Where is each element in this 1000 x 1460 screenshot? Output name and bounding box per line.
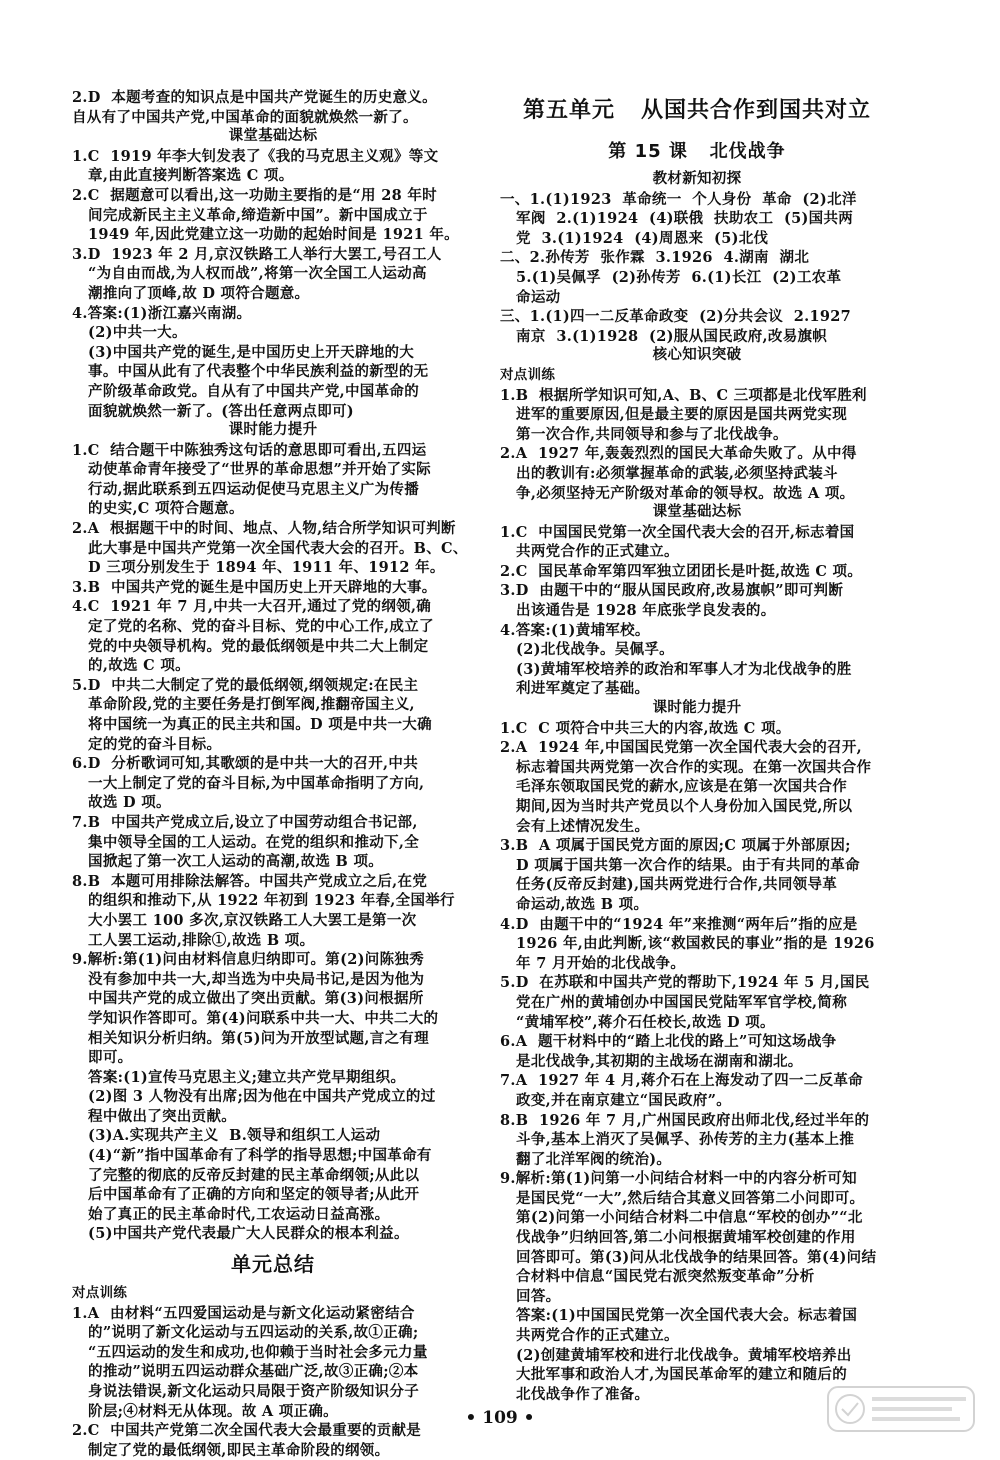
text-line: 翻了北洋军阀的统治)。	[500, 1150, 672, 1168]
text-line: 7.A 1927 年 4 月,蒋介石在上海发动了四一二反革命	[500, 1072, 863, 1090]
text-line: 6.A 题干材料中的“踏上北伐的路上”可知这场战争	[500, 1033, 837, 1051]
text-line: 大批军事和政治人才,为国民革命军的建立和随后的	[500, 1366, 847, 1384]
text-line: 1.C 1919 年李大钊发表了《我的马克思主义观》等文	[72, 147, 439, 165]
text-line: 二、2.孙传芳 张作霖 3.1926 4.湖南 湖北	[500, 249, 810, 267]
text-line: 一、1.(1)1923 革命统一 个人身份 革命 (2)北洋	[500, 190, 857, 208]
text-line: 程中做出了突出贡献。	[72, 1107, 237, 1125]
text-line: 革命阶段,党的主要任务是打倒军阀,推翻帝国主义,	[72, 696, 415, 714]
text-line: 定的党的奋斗目标。	[72, 735, 222, 753]
text-line: 共两党合作的正式建立。	[500, 1327, 679, 1345]
text-line: 故选 D 项。	[72, 794, 171, 812]
text-line: 产阶级革命政党。自从有了中国共产党,中国革命的	[72, 382, 419, 400]
text-line: 了完整的彻底的反帝反封建的民主革命纲领;从此以	[72, 1166, 420, 1184]
text-line: 命运动	[500, 288, 561, 306]
text-line: “五四运动的发生和成功,也仰赖于当时社会多元力量	[72, 1343, 428, 1361]
text-line: 潮推向了顶峰,故 D 项符合题意。	[72, 284, 310, 302]
text-line: 北伐战争作了准备。	[500, 1385, 650, 1403]
text-line: 制定了党的最低纲领,即民主革命阶段的纲领。	[72, 1441, 390, 1459]
text-line: 8.B 1926 年 7 月,广州国民政府出师北伐,经过半年的	[500, 1111, 870, 1129]
text-line: 工人罢工运动,排除①,故选 B 项。	[72, 931, 315, 949]
text-line: (2)中共一大。	[72, 324, 187, 342]
text-line: 是北伐战争,其初期的主战场在湖南和湖北。	[500, 1052, 803, 1070]
text-line: 共两党合作的正式建立。	[500, 543, 679, 561]
text-line: 3.D 由题干中的“服从国民政府,改易旗帜”即可判断	[500, 582, 844, 600]
text-line: 9.解析:第(1)问由材料信息归纳即可。第(2)问陈独秀	[72, 951, 425, 969]
text-line: 学知识作答即可。第(4)问联系中共一大、中共二大的	[72, 1009, 439, 1027]
text-line: 进军的重要原因,但是最主要的原因是国共两党实现	[500, 406, 847, 424]
text-line: 3.D 1923 年 2 月,京汉铁路工人举行大罢工,号召工人	[72, 245, 442, 263]
section-heading: 课堂基础达标	[228, 128, 318, 145]
text-line: 身说法错误,新文化运动只局限于资产阶级知识分子	[72, 1383, 419, 1400]
text-line: 定了党的名称、党的奋斗目标、党的中心工作,成立了	[72, 618, 434, 636]
text-line: 3.B 中国共产党的诞生是中国历史上开天辟地的大事。	[72, 578, 437, 596]
text-line: 的”说明了新文化运动与五四运动的关系,故①正确;	[72, 1324, 419, 1342]
text-line: 会有上述情况发生。	[500, 817, 650, 835]
text-line: 大小罢工 100 多次,京汉铁路工人大罢工是第一次	[72, 911, 417, 929]
text-line: 4.答案:(1)浙江嘉兴南湖。	[72, 304, 252, 322]
text-line: 事。中国从此有了代表整个中华民族利益的新型的无	[72, 363, 429, 381]
text-line: 将中国统一为真正的民主共和国。D 项是中共一大确	[72, 716, 432, 733]
text-line: 中国共产党的成立做出了突出贡献。第(3)问根据所	[72, 990, 424, 1008]
text-line: 政变,并在南京建立“国民政府”。	[500, 1091, 732, 1109]
section-heading: 课堂基础达标	[652, 504, 742, 521]
text-line: 1.C 中国国民党第一次全国代表大会的召开,标志着国	[500, 523, 855, 541]
text-line: 党 3.(1)1924 (4)周恩来 (5)北伐	[500, 229, 769, 247]
text-line: 章,由此直接判断答案选 C 项。	[72, 167, 294, 185]
page-number: • 109 •	[465, 1408, 535, 1428]
text-line: 争,必须坚持无产阶级对革命的领导权。故选 A 项。	[500, 484, 855, 502]
text-line: 2.A 根据题干中的时间、地点、人物,结合所学知识可判断	[72, 520, 456, 538]
watermark-logo	[826, 1383, 976, 1435]
text-line: 2.C 中国共产党第二次全国代表大会最重要的贡献是	[72, 1422, 422, 1440]
text-line: 5.D 中共二大制定了党的最低纲领,纲领规定:在民主	[72, 676, 419, 694]
text-line: 回答即可。第(3)问从北伐战争的结果回答。第(4)问结	[500, 1248, 877, 1266]
text-line: 党的中央领导机构。党的最低纲领是中共二大上制定	[72, 637, 429, 655]
section-title: 单元总结	[231, 1252, 315, 1277]
text-line: (3)黄埔军校培养的政治和军事人才为北伐战争的胜	[500, 660, 852, 678]
text-line: 动使革命青年接受了“世界的革命思想”并开始了实际	[72, 461, 431, 479]
subsection-heading: 对点训练	[500, 366, 556, 383]
lesson-title: 第 15 课 北伐战争	[608, 141, 786, 162]
text-line: 回答。	[500, 1287, 561, 1305]
text-line: D 三项分别发生于 1894 年、1911 年、1912 年。	[72, 559, 445, 577]
text-line: 1.C 结合题干中陈独秀这句话的意思即可看出,五四运	[72, 441, 427, 459]
text-line: “为自由而战,为人权而战”,将第一次全国工人运动高	[72, 265, 427, 283]
text-line: 后中国革命有了正确的方向和坚定的领导者;从此开	[72, 1186, 420, 1204]
text-line: 2.A 1927 年,轰轰烈烈的国民大革命失败了。从中得	[500, 445, 857, 463]
subsection-heading: 对点训练	[72, 1285, 128, 1302]
text-line: 第(2)问第一小问结合材料二中信息“军校的创办”“北	[500, 1209, 863, 1227]
text-line: 答案:(1)中国国民党第一次全国代表大会。标志着国	[500, 1307, 858, 1325]
text-line: (4)“新”指中国革命有了科学的指导思想;中国革命有	[72, 1147, 432, 1165]
text-line: 即可。	[72, 1049, 133, 1067]
text-line: 4.答案:(1)黄埔军校。	[500, 621, 650, 639]
text-line: 7.B 中国共产党成立后,设立了中国劳动组合书记部,	[72, 813, 418, 831]
text-line: 4.C 1921 年 7 月,中共一大召开,通过了党的纲领,确	[72, 598, 432, 616]
left-column	[72, 88, 474, 1460]
right-column	[500, 88, 894, 1404]
text-line: 的史实,C 项符合题意。	[72, 500, 244, 518]
text-line: 行动,据此联系到五四运动促使马克思主义广为传播	[72, 480, 419, 498]
text-line: 国掀起了第一次工人运动的高潮,故选 B 项。	[72, 853, 384, 871]
text-line: 阶层;④材料无从体现。故 A 项正确。	[72, 1402, 338, 1420]
text-line: 的,故选 C 项。	[72, 657, 190, 675]
text-line: 2.D 本题考查的知识点是中国共产党诞生的历史意义。	[72, 89, 437, 106]
text-line: 间完成新民主主义革命,缔造新中国”。新中国成立于	[72, 206, 428, 224]
section-heading: 教材新知初探	[652, 171, 742, 187]
unit-title: 第五单元 从国共合作到国共对立	[523, 98, 871, 123]
text-line: 一大上制定了党的奋斗目标,为中国革命指明了方向,	[72, 774, 425, 792]
text-line: 三、1.(1)四一二反革命政变 (2)分共会议 2.1927	[500, 308, 852, 326]
text-line: (2)图 3 人物没有出席;因为他在中国共产党成立的过	[72, 1088, 436, 1106]
text-line: 第一次合作,共同领导和参与了北伐战争。	[500, 425, 788, 443]
text-line: 利进军奠定了基础。	[500, 680, 650, 698]
text-line: 3.B A 项属于国民党方面的原因;C 项属于外部原因;	[500, 837, 851, 855]
text-line: 党在广州的黄埔创办中国国民党陆军军官学校,简称	[500, 993, 847, 1011]
text-line: 任务(反帝反封建),国共两党进行合作,共同领导革	[500, 876, 838, 894]
text-line: 2.C 国民革命军第四军独立团团长是叶挺,故选 C 项。	[500, 562, 863, 580]
text-line: D 项属于国共第一次合作的结果。由于有共同的革命	[500, 856, 860, 874]
text-line: 集中领导全国的工人运动。在党的组织和推动下,全	[72, 833, 419, 851]
text-line: (2)北伐战争。吴佩孚。	[500, 641, 674, 659]
text-line: 2.A 1924 年,中国国民党第一次全国代表大会的召开,	[500, 739, 862, 757]
text-line: 此大事是中国共产党第一次全国代表大会的召开。B、C、	[72, 539, 468, 557]
text-line: (3)中国共产党的诞生,是中国历史上开天辟地的大	[72, 343, 415, 361]
text-line: 的推动”说明五四运动群众基础广泛,故③正确;②本	[72, 1363, 419, 1381]
text-line: 期间,因为当时共产党员以个人身份加入国民党,所以	[500, 798, 853, 815]
text-line: 军阀 2.(1)1924 (4)联俄 扶助农工 (5)国共两	[500, 210, 854, 228]
text-line: (5)中国共产党代表最广大人民群众的根本利益。	[72, 1225, 409, 1243]
text-line: 5.D 在苏联和中国共产党的帮助下,1924 年 5 月,国民	[500, 974, 870, 992]
text-line: 标志着国共两党第一次合作的实现。在第一次国共合作	[500, 758, 872, 776]
text-line: 6.D 分析歌词可知,其歌颂的是中共一大的召开,中共	[72, 755, 419, 773]
text-line: 1949 年,因此党建立这一功勋的起始时间是 1921 年。	[72, 226, 459, 244]
text-line: (3)A.实现共产主义 B.领导和组织工人运动	[72, 1127, 381, 1145]
text-line: 合材料中信息“国民党右派突然叛变革命”分析	[500, 1268, 815, 1286]
text-line: 自从有了中国共产党,中国革命的面貌就焕然一新了。	[72, 108, 418, 126]
text-line: 是国民党“一大”,然后结合其意义回答第二小问即可。	[500, 1189, 865, 1207]
text-line: 1.C C 项符合中共三大的内容,故选 C 项。	[500, 719, 791, 737]
text-line: 命运动,故选 B 项。	[500, 895, 649, 913]
text-line: 2.C 据题意可以看出,这一功勋主要指的是“用 28 年时	[72, 186, 437, 204]
text-line: 1.B 根据所学知识可知,A、B、C 三项都是北伐军胜利	[500, 386, 867, 404]
text-line: 4.D 由题干中的“1924 年”来推测“两年后”指的应是	[500, 915, 858, 933]
text-line: 斗争,基本上消灭了吴佩孚、孙传芳的主力(基本上推	[500, 1131, 855, 1149]
text-line: 南京 3.(1)1928 (2)服从国民政府,改易旗帜	[500, 327, 828, 345]
text-line: 9.解析:第(1)问第一小问结合材料一中的内容分析可知	[500, 1170, 857, 1188]
text-line: 1.A 由材料“五四爱国运动是与新文化运动紧密结合	[72, 1304, 415, 1322]
text-line: 答案:(1)宣传马克思主义;建立共产党早期组织。	[72, 1068, 406, 1086]
text-line: 面貌就焕然一新了。(答出任意两点即可)	[72, 402, 354, 420]
section-heading: 课时能力提升	[228, 422, 318, 439]
text-line: 毛泽东领取国民党的薪水,应该是在第一次国共合作	[500, 778, 847, 796]
text-line: 1926 年,由此判断,该“救国救民的事业”指的是 1926	[500, 935, 875, 953]
text-line: 5.(1)吴佩孚 (2)孙传芳 6.(1)长江 (2)工农革	[500, 268, 842, 286]
text-line: 伐战争”归纳回答,第二小问根据黄埔军校创建的作用	[500, 1229, 856, 1247]
text-line: 出的教训有:必须掌握革命的武装,必须坚持武装斗	[500, 464, 838, 482]
text-line: 8.B 本题可用排除法解答。中国共产党成立之后,在党	[72, 872, 428, 890]
section-heading: 核心知识突破	[652, 347, 742, 364]
text-line: “黄埔军校”,蒋介石任校长,故选 D 项。	[500, 1013, 775, 1031]
text-line: 年 7 月开始的北伐战争。	[500, 954, 686, 972]
text-line: 出该通告是 1928 年底张学良发表的。	[500, 602, 776, 620]
text-line: (2)创建黄埔军校和进行北伐战争。黄埔军校培养出	[500, 1346, 852, 1364]
text-line: 的组织和推动下,从 1922 年初到 1923 年春,全国举行	[72, 892, 455, 910]
section-heading: 课时能力提升	[652, 700, 742, 717]
text-line: 相关知识分析归纳。第(5)问为开放型试题,言之有理	[72, 1029, 429, 1047]
text-line: 没有参加中共一大,却当选为中央局书记,是因为他为	[72, 970, 425, 988]
text-line: 始了真正的民主革命时代,工农运动日益高涨。	[72, 1205, 390, 1223]
